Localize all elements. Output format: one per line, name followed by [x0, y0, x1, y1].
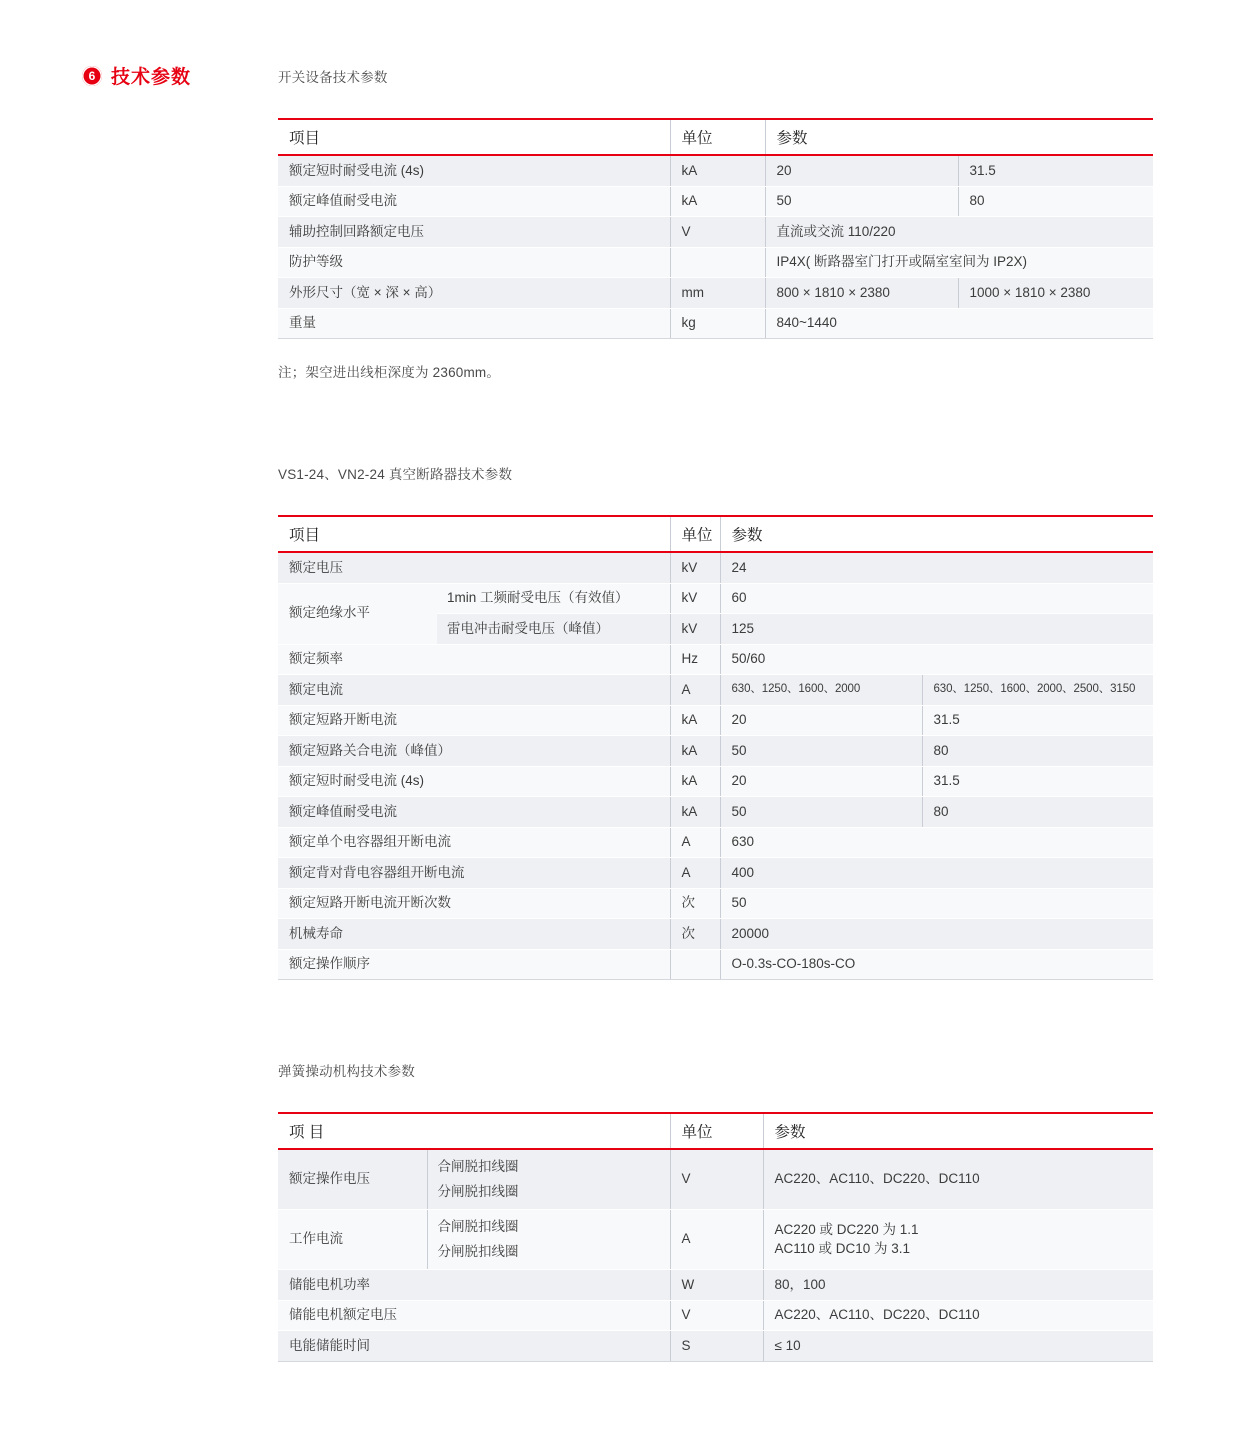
cell-param-2: 80: [922, 736, 1153, 767]
cell-item: 机械寿命: [278, 919, 670, 950]
table-header-row: [278, 1113, 1153, 1149]
cell-subitem-b: 分闸脱扣线圈: [437, 1243, 519, 1259]
table-row: [278, 186, 1153, 217]
table-vacuum-breaker-specs: [278, 515, 1153, 980]
cell-item: 额定短路开断电流: [278, 705, 670, 736]
cell-item: 额定短时耐受电流 (4s): [278, 155, 670, 186]
cell-unit: A: [670, 827, 720, 858]
table-row: [278, 1300, 1153, 1331]
section-number-badge: 6: [82, 66, 102, 86]
cell-param-a: AC220 或 DC220 为 1.1: [774, 1222, 919, 1238]
cell-item: 额定电压: [278, 552, 670, 583]
table-switchgear-specs: [278, 118, 1153, 339]
cell-item: 辅助控制回路额定电压: [278, 217, 670, 248]
block-title-spring-mechanism: 弹簧操动机构技术参数: [278, 1064, 415, 1079]
cell-item: 储能电机额定电压: [278, 1300, 670, 1331]
header-unit: 单位: [670, 516, 720, 552]
cell-subitem-group: [427, 1149, 670, 1210]
block-title-switchgear: 开关设备技术参数: [278, 70, 388, 85]
table-row: [278, 308, 1153, 339]
table-row: [278, 919, 1153, 950]
header-item: 项 目: [278, 1113, 670, 1149]
table-row: [278, 644, 1153, 675]
cell-param-1: 50/60: [720, 644, 1153, 675]
header-unit: 单位: [670, 1113, 763, 1149]
header-param: 参数: [720, 516, 1153, 552]
cell-item: 工作电流: [278, 1210, 427, 1270]
cell-param: AC220、AC110、DC220、DC110: [763, 1149, 1153, 1210]
table-row: [278, 736, 1153, 767]
cell-unit: kV: [670, 614, 720, 645]
cell-subitem: 1min 工频耐受电压（有效值）: [437, 583, 670, 614]
section-title: 技术参数: [111, 67, 192, 88]
cell-unit: kA: [670, 155, 765, 186]
cell-unit: 次: [670, 919, 720, 950]
cell-unit: kV: [670, 552, 720, 583]
cell-param-1: 800 × 1810 × 2380: [765, 278, 958, 309]
cell-unit: 次: [670, 888, 720, 919]
table-row: [278, 155, 1153, 186]
table-header-row: [278, 516, 1153, 552]
table-row: [278, 552, 1153, 583]
cell-param-1: 50: [720, 797, 922, 828]
cell-item: 外形尺寸（宽 × 深 × 高）: [278, 278, 670, 309]
cell-param-1: O-0.3s-CO-180s-CO: [720, 949, 1153, 980]
cell-param: [763, 1210, 1153, 1270]
cell-subitem-group: [427, 1210, 670, 1270]
cell-param-2: 80: [958, 186, 1153, 217]
cell-unit: [670, 247, 765, 278]
cell-param-1: IP4X( 断路器室门打开或隔室室间为 IP2X): [765, 247, 1153, 278]
cell-item: 额定背对背电容器组开断电流: [278, 858, 670, 889]
cell-item: 额定峰值耐受电流: [278, 186, 670, 217]
cell-unit: A: [670, 1210, 763, 1270]
cell-item: 电能储能时间: [278, 1331, 670, 1362]
block-spring-mechanism: [278, 1060, 1153, 1362]
table-row: [278, 583, 1153, 614]
cell-unit: A: [670, 858, 720, 889]
cell-unit: V: [670, 217, 765, 248]
section-label: [82, 62, 191, 89]
cell-param-2: 630、1250、1600、2000、2500、3150: [922, 675, 1153, 706]
cell-param: AC220、AC110、DC220、DC110: [763, 1300, 1153, 1331]
cell-unit: V: [670, 1300, 763, 1331]
block-vacuum-breaker: [278, 463, 1153, 980]
cell-param-1: 50: [765, 186, 958, 217]
block-switchgear: [278, 66, 1153, 381]
cell-param: 80，100: [763, 1270, 1153, 1301]
cell-subitem-b: 分闸脱扣线圈: [437, 1183, 519, 1199]
table-spring-mechanism-specs: [278, 1112, 1153, 1362]
cell-unit: kA: [670, 797, 720, 828]
cell-param-2: 31.5: [958, 155, 1153, 186]
cell-param-1: 840~1440: [765, 308, 1153, 339]
cell-unit: mm: [670, 278, 765, 309]
table-row: [278, 705, 1153, 736]
cell-param-2: 31.5: [922, 766, 1153, 797]
cell-item: 重量: [278, 308, 670, 339]
cell-param-1: 60: [720, 583, 1153, 614]
cell-param-1: 20: [765, 155, 958, 186]
cell-item: 防护等级: [278, 247, 670, 278]
table-row: [278, 278, 1153, 309]
cell-item: 额定短路关合电流（峰值）: [278, 736, 670, 767]
cell-unit: V: [670, 1149, 763, 1210]
block-title-vacuum-breaker: VS1-24、VN2-24 真空断路器技术参数: [278, 467, 513, 482]
cell-param-2: 80: [922, 797, 1153, 828]
table-row: [278, 247, 1153, 278]
cell-param-1: 630: [720, 827, 1153, 858]
cell-item-group: 额定绝缘水平: [278, 583, 437, 644]
cell-param-2: 1000 × 1810 × 2380: [958, 278, 1153, 309]
table-row: [278, 766, 1153, 797]
cell-param-1: 20000: [720, 919, 1153, 950]
cell-item: 额定峰值耐受电流: [278, 797, 670, 828]
cell-unit: kA: [670, 736, 720, 767]
header-param: 参数: [765, 119, 1153, 155]
table-row: [278, 675, 1153, 706]
cell-unit: S: [670, 1331, 763, 1362]
table-row: [278, 1331, 1153, 1362]
cell-unit: kA: [670, 766, 720, 797]
cell-param-1: 50: [720, 736, 922, 767]
cell-param-b: AC110 或 DC10 为 3.1: [774, 1240, 911, 1256]
cell-item: 额定短时耐受电流 (4s): [278, 766, 670, 797]
cell-param-1: 20: [720, 766, 922, 797]
cell-unit: [670, 949, 720, 980]
cell-item: 额定操作电压: [278, 1149, 427, 1210]
table-row: [278, 1210, 1153, 1270]
cell-unit: kg: [670, 308, 765, 339]
cell-unit: kA: [670, 186, 765, 217]
cell-param: ≤ 10: [763, 1331, 1153, 1362]
cell-param-1: 400: [720, 858, 1153, 889]
cell-item: 额定操作顺序: [278, 949, 670, 980]
table-row: [278, 858, 1153, 889]
cell-param-1: 50: [720, 888, 1153, 919]
cell-item: 额定频率: [278, 644, 670, 675]
cell-param-2: 31.5: [922, 705, 1153, 736]
cell-subitem-a: 合闸脱扣线圈: [437, 1159, 519, 1175]
header-item: 项目: [278, 516, 670, 552]
header-item: 项目: [278, 119, 670, 155]
table-header-row: [278, 119, 1153, 155]
table-row: [278, 1149, 1153, 1210]
table-row: [278, 217, 1153, 248]
cell-item: 额定电流: [278, 675, 670, 706]
cell-unit: Hz: [670, 644, 720, 675]
table-row: [278, 949, 1153, 980]
table-row: [278, 797, 1153, 828]
table-row: [278, 1270, 1153, 1301]
cell-item: 额定单个电容器组开断电流: [278, 827, 670, 858]
cell-param-1: 630、1250、1600、2000: [720, 675, 922, 706]
cell-param-1: 24: [720, 552, 1153, 583]
table-row: [278, 827, 1153, 858]
table-row: [278, 888, 1153, 919]
table-note-switchgear: 注；架空进出线柜深度为 2360mm。: [278, 365, 501, 380]
cell-param-1: 直流或交流 110/220: [765, 217, 1153, 248]
cell-subitem: 雷电冲击耐受电压（峰值）: [437, 614, 670, 645]
cell-param-1: 20: [720, 705, 922, 736]
header-unit: 单位: [670, 119, 765, 155]
cell-item: 储能电机功率: [278, 1270, 670, 1301]
cell-unit: kV: [670, 583, 720, 614]
cell-unit: A: [670, 675, 720, 706]
cell-unit: kA: [670, 705, 720, 736]
cell-unit: W: [670, 1270, 763, 1301]
cell-param-1: 125: [720, 614, 1153, 645]
header-param: 参数: [763, 1113, 1153, 1149]
cell-item: 额定短路开断电流开断次数: [278, 888, 670, 919]
cell-subitem-a: 合闸脱扣线圈: [437, 1219, 519, 1235]
